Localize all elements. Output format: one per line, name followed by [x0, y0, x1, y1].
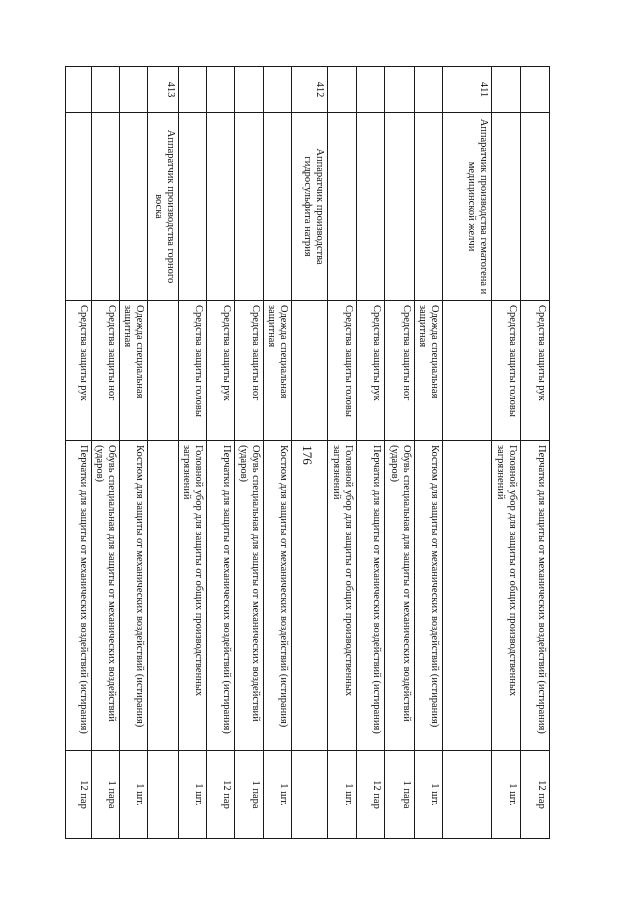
- ppe-item: Перчатки для защиты от механических воздействий (истирания): [357, 441, 385, 751]
- ppe-quantity: 1 шт.: [120, 751, 148, 839]
- ppe-category: Одежда специальная защитная: [264, 301, 292, 441]
- ppe-item: Перчатки для защиты от механических воздействий (истирания): [66, 441, 92, 751]
- ppe-quantity: 1 шт.: [415, 751, 443, 839]
- ppe-item: Головной убор для защиты от общих производственных загрязнений: [328, 441, 357, 751]
- ppe-item: [148, 441, 179, 751]
- row-number: [235, 67, 264, 113]
- row-number: [521, 67, 550, 113]
- profession-name: Аппаратчик производства гематогена и медицинской желчи: [443, 113, 492, 301]
- ppe-item: [292, 441, 328, 751]
- ppe-item: Обувь специальная для защиты от механических воздействий (ударов): [92, 441, 120, 751]
- ppe-category: Средства защиты рук: [521, 301, 550, 441]
- ppe-item: Обувь специальная для защиты от механических воздействий (ударов): [235, 441, 264, 751]
- ppe-item: Перчатки для защиты от механических воздействий (истирания): [207, 441, 235, 751]
- table-row: [120, 67, 148, 839]
- table-row: [148, 67, 179, 839]
- ppe-quantity: [443, 751, 492, 839]
- ppe-quantity: 1 пара: [385, 751, 415, 839]
- row-number: [92, 67, 120, 113]
- page-number: 176: [300, 445, 315, 465]
- ppe-item: Головной убор для защиты от общих производственных загрязнений: [179, 441, 207, 751]
- ppe-item: Костюм для защиты от механических воздействий (истирания): [264, 441, 292, 751]
- ppe-item: Обувь специальная для защиты от механических воздействий (ударов): [385, 441, 415, 751]
- ppe-category: Средства защиты головы: [179, 301, 207, 441]
- row-number: [207, 67, 235, 113]
- table-row: [179, 67, 207, 839]
- ppe-quantity: 12 пар: [357, 751, 385, 839]
- ppe-item: Костюм для защиты от механических воздействий (истирания): [415, 441, 443, 751]
- table-row: [264, 67, 292, 839]
- ppe-item: Костюм для защиты от механических воздействий (истирания): [120, 441, 148, 751]
- row-number: [179, 67, 207, 113]
- profession-name: [207, 113, 235, 301]
- ppe-category: Средства защиты рук: [66, 301, 92, 441]
- table-row: [292, 67, 328, 839]
- ppe-quantity: 1 пара: [92, 751, 120, 839]
- profession-name: [357, 113, 385, 301]
- row-number: [328, 67, 357, 113]
- row-number: 413: [148, 67, 179, 113]
- ppe-category: Средства защиты ног: [235, 301, 264, 441]
- row-number: [492, 67, 521, 113]
- row-number: [120, 67, 148, 113]
- ppe-category: Средства защиты рук: [357, 301, 385, 441]
- row-number: 411: [443, 67, 492, 113]
- table-row: [66, 67, 92, 839]
- ppe-quantity: 1 шт.: [179, 751, 207, 839]
- table-row: [235, 67, 264, 839]
- profession-name: [385, 113, 415, 301]
- ppe-quantity: 1 пара: [235, 751, 264, 839]
- ppe-category: [292, 301, 328, 441]
- ppe-category: Средства защиты рук: [207, 301, 235, 441]
- table-row: [443, 67, 492, 839]
- ppe-quantity: [148, 751, 179, 839]
- ppe-category: Одежда специальная защитная: [120, 301, 148, 441]
- profession-name: [415, 113, 443, 301]
- ppe-category: Средства защиты ног: [92, 301, 120, 441]
- table-row: [92, 67, 120, 839]
- ppe-table: [65, 66, 550, 839]
- row-number: [415, 67, 443, 113]
- ppe-quantity: 1 шт.: [264, 751, 292, 839]
- table-row: [385, 67, 415, 839]
- row-number: [385, 67, 415, 113]
- ppe-item: Головной убор для защиты от общих производственных загрязнений: [492, 441, 521, 751]
- ppe-category: Средства защиты ног: [385, 301, 415, 441]
- profession-name: Аппаратчик производства горного воска: [148, 113, 179, 301]
- ppe-category: Одежда специальная защитная: [415, 301, 443, 441]
- ppe-table-container: [78, 66, 550, 838]
- profession-name: [264, 113, 292, 301]
- ppe-quantity: 1 шт.: [328, 751, 357, 839]
- table-row: [521, 67, 550, 839]
- profession-name: [492, 113, 521, 301]
- table-row: [357, 67, 385, 839]
- profession-name: [120, 113, 148, 301]
- ppe-quantity: 12 пар: [66, 751, 92, 839]
- row-number: [66, 67, 92, 113]
- ppe-quantity: [292, 751, 328, 839]
- profession-name: [66, 113, 92, 301]
- row-number: [264, 67, 292, 113]
- profession-name: [328, 113, 357, 301]
- ppe-category: Средства защиты головы: [328, 301, 357, 441]
- ppe-quantity: 1 шт.: [492, 751, 521, 839]
- table-row: [207, 67, 235, 839]
- ppe-category: Средства защиты головы: [492, 301, 521, 441]
- ppe-category: [148, 301, 179, 441]
- row-number: 412: [292, 67, 328, 113]
- ppe-quantity: 12 пар: [207, 751, 235, 839]
- ppe-quantity: 12 пар: [521, 751, 550, 839]
- ppe-item: Перчатки для защиты от механических воздействий (истирания): [521, 441, 550, 751]
- profession-name: Аппаратчик производства гидросульфита натрия: [292, 113, 328, 301]
- ppe-item: [443, 441, 492, 751]
- profession-name: [235, 113, 264, 301]
- profession-name: [179, 113, 207, 301]
- ppe-category: [443, 301, 492, 441]
- profession-name: [92, 113, 120, 301]
- table-row: [415, 67, 443, 839]
- profession-name: [521, 113, 550, 301]
- table-row: [492, 67, 521, 839]
- row-number: [357, 67, 385, 113]
- table-row: [328, 67, 357, 839]
